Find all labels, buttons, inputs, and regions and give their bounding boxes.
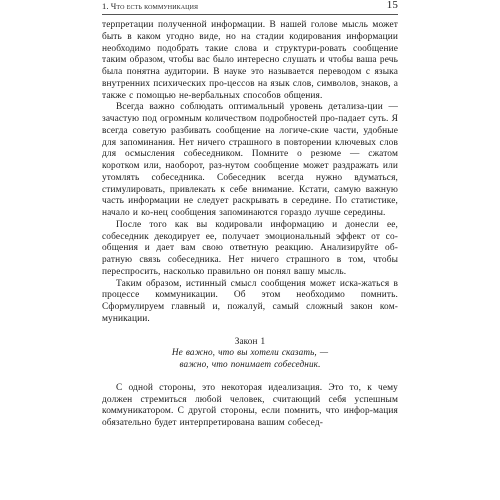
paragraph-5: С одной стороны, это некоторая идеализация. Это то, к чему должен стремиться любой человек, считающий себя успешным коммуникатором. С другой стороны, если помнить, что инфор-мация обязательно будет интерпретирована вашим собесед- — [102, 382, 398, 428]
law-title: Закон 1 — [234, 335, 266, 346]
paragraph-3: После того как вы кодировали информацию и донесли ее, собеседник декодирует ее, получает эмоциональный эффект от со-общения и дает вам свою ответную реакцию. Анализируйте об-ратную связь собеседника. Нет ничего страшного в том, чтобы переспросить, насколько правильно он понял вашу мысль. — [102, 219, 398, 277]
law-line-1: Не важно, что вы хотели сказать, — — [171, 347, 329, 358]
chapter-title: 1. Что есть коммуникация — [102, 1, 199, 11]
body-text — [102, 20, 398, 430]
page-number: 15 — [386, 0, 398, 11]
law-block — [102, 336, 398, 371]
paragraph-1: терпретации полученной информации. В нашей голове мысль может быть в каком угодно виде, но на стадии кодирования информации необходимо подобрать такие слова и структури-ровать сообщение таким образом, чтобы вас было интересно слушать и чтобы ваша речь была понятна аудитории. В науке это называется переводом с языка внутренних психических про-цессов на язык слов, символов, знаков, а также с помощью не-вербальных способов общения. — [102, 20, 398, 101]
running-head — [102, 0, 398, 15]
paragraph-4: Таким образом, истинный смысл сообщения может иска-жаться в процессе коммуникации. Об этом необходимо помнить. Сформулируем главный и, пожалуй, самый сложный закон ком-муникации. — [102, 278, 398, 324]
law-line-2: важно, что понимает собеседник. — [179, 359, 321, 369]
paragraph-2: Всегда важно соблюдать оптимальный уровень детализа-ции — зачастую под огромным количеством подробностей про-падает суть. Я всегда советую разбивать сообщение на логиче-ские части, удобные для запоминания. Нет ничего страшного в повторении ключевых слов для осмысления собеседником. Помните о резюме — сжатом коротком или, наоборот, раз-нутом сообщение может раздражать или утомлять собеседника. Собеседник всегда нужно вдуматься, стимулировать, привлекать к себе внимание. Кстати, самую важную часть информации не следует раскрывать в середине. По статистике, начало и ко-нец сообщения запоминаются гораздо лучше середины. — [102, 102, 398, 218]
